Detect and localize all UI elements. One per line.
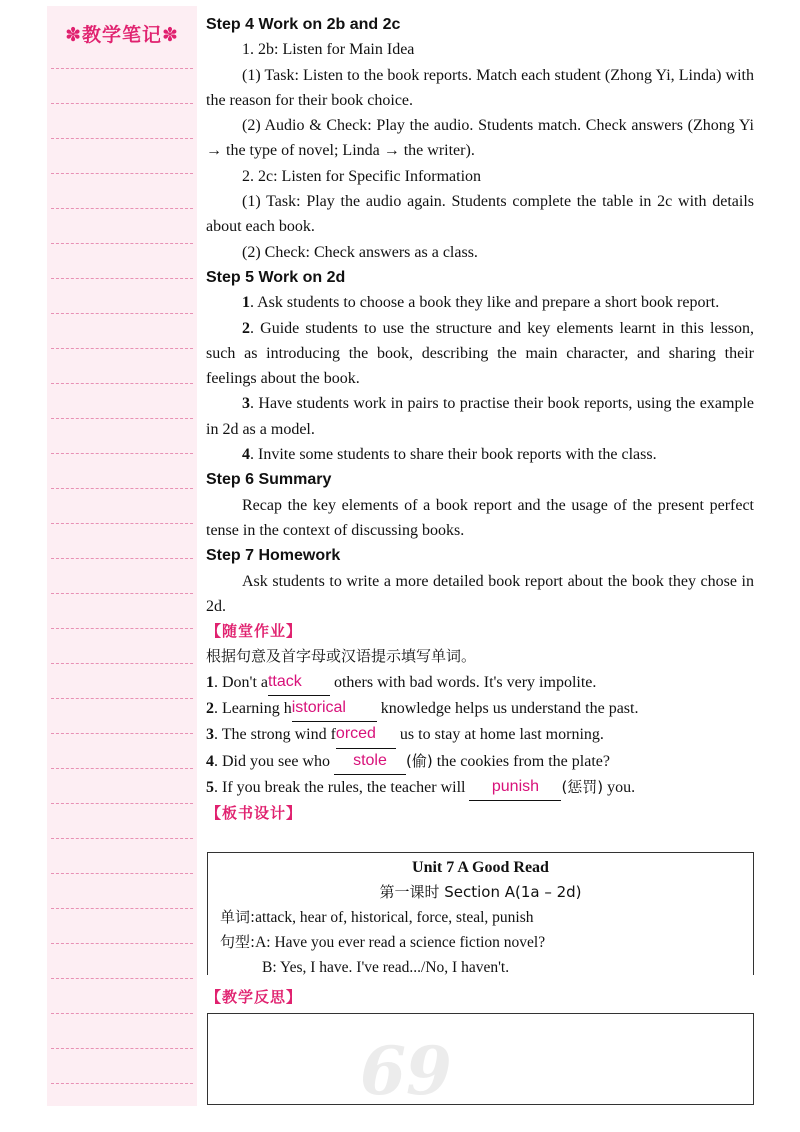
note-line (51, 173, 193, 174)
reflection-heading: 【教学反思】 (206, 988, 303, 1006)
lesson-content (206, 12, 754, 827)
answer-text: ttack (267, 672, 302, 690)
note-line (51, 243, 193, 244)
classwork-instruction: 根据句意及首字母或汉语提示填写单词。 (206, 647, 477, 666)
note-line (51, 348, 193, 349)
note-line (51, 488, 193, 489)
note-line (51, 733, 193, 734)
step4-heading: Step 4 Work on 2b and 2c (206, 16, 401, 33)
item-number: 3 (206, 726, 214, 744)
step6-heading: Step 6 Summary (206, 471, 332, 489)
page-number: 69 (360, 1032, 452, 1110)
board-title: Unit 7 A Good Read (412, 859, 549, 876)
step4-item: (2) Audio & Check: Play the audio. Students match. Check answers (Zhong Yi → the type of novel; Linda → the writer). (206, 117, 754, 160)
question-text: the cookies from the plate? (432, 752, 610, 770)
note-line (51, 1013, 193, 1014)
note-line (51, 838, 193, 839)
note-line (51, 453, 193, 454)
step4-item: 2. 2c: Listen for Specific Information (242, 167, 482, 185)
exercise-item (206, 775, 754, 801)
reflection-box (207, 1013, 754, 1105)
step4-item: 1. 2b: Listen for Main Idea (242, 41, 415, 59)
step4-item: (1) Task: Listen to the book reports. Match each student (Zhong Yi, Linda) with the reason for their book choice. (206, 66, 754, 109)
note-line (51, 103, 193, 104)
step4-item: (1) Task: Play the audio again. Students complete the table in 2c with details about each book. (206, 193, 754, 236)
item-text: . Guide students to use the structure and key elements learnt in this lesson, such as introducing the book, describing the main character, and sharing their feelings about the book. (206, 319, 754, 388)
note-line (51, 908, 193, 909)
question-text: . The strong wind f (214, 726, 336, 744)
step5-heading: Step 5 Work on 2d (206, 268, 346, 286)
question-text: others with bad words. It's very impolite. (329, 673, 597, 691)
note-line (51, 978, 193, 979)
item-number: 5 (206, 778, 214, 796)
step5-item (206, 290, 754, 315)
pattern-label: 句型: (220, 933, 256, 951)
question-text: . Did you see who (214, 752, 334, 770)
note-line (51, 138, 193, 139)
hint-text: (偷) (405, 751, 433, 770)
note-line (51, 943, 193, 944)
note-line (51, 628, 193, 629)
notes-sidebar (47, 6, 197, 1106)
item-number: 1 (242, 294, 250, 312)
exercise-item (206, 696, 754, 722)
question-text: us to stay at home last morning. (395, 726, 604, 744)
note-line (51, 593, 193, 594)
answer-blank (469, 775, 561, 801)
question-text: . If you break the rules, the teacher will (214, 778, 470, 796)
item-text: . Have students work in pairs to practise their book reports, using the example in 2d as a model. (206, 395, 754, 438)
answer-text: orced (335, 725, 376, 743)
answer-blank (292, 696, 377, 722)
item-number: 4 (242, 446, 250, 464)
board-subtitle: 第一课时 Section A(1a – 2d) (379, 883, 582, 901)
item-text: . Ask students to choose a book they like and prepare a short book report. (250, 294, 720, 312)
hint-text: (惩罚) (561, 777, 604, 796)
note-line (51, 768, 193, 769)
item-number: 3 (242, 395, 250, 413)
question-text: you. (603, 778, 636, 796)
step4-item: (2) Check: Check answers as a class. (242, 243, 478, 261)
step5-item (206, 442, 754, 467)
words-list: attack, hear of, historical, force, steal, punish (255, 909, 534, 926)
note-line (51, 418, 193, 419)
words-label: 单词: (220, 908, 256, 926)
note-line (51, 68, 193, 69)
note-line (51, 803, 193, 804)
classwork-heading: 【随堂作业】 (206, 622, 303, 641)
note-line (51, 278, 193, 279)
item-text: . Invite some students to share their book reports with the class. (250, 446, 657, 464)
note-line (51, 558, 193, 559)
exercise-item (206, 749, 754, 775)
exercise-item (206, 722, 754, 748)
question-text: knowledge helps us understand the past. (376, 700, 639, 718)
exercise-item (206, 670, 754, 696)
answer-blank (334, 749, 406, 775)
note-line (51, 383, 193, 384)
step5-item (206, 316, 754, 392)
note-line (51, 873, 193, 874)
question-text: . Learning h (214, 700, 292, 718)
item-number: 2 (206, 700, 214, 718)
answer-text: punish (491, 777, 540, 795)
board-design-box (207, 852, 754, 975)
note-line (51, 1048, 193, 1049)
board-heading: 【板书设计】 (206, 804, 303, 823)
answer-text: stole (353, 751, 387, 769)
answer-blank (268, 670, 330, 696)
item-number: 4 (206, 752, 214, 770)
item-number: 1 (206, 673, 214, 691)
board-pattern (208, 930, 753, 955)
question-text: . Don't a (214, 673, 268, 691)
note-line (51, 698, 193, 699)
pattern-b: B: Yes, I have. I've read.../No, I haven't. (262, 959, 510, 976)
item-number: 2 (242, 319, 250, 337)
step5-item (206, 391, 754, 442)
step6-text: Recap the key elements of a book report and the usage of the present perfect tense in the context of discussing books. (206, 496, 754, 539)
note-line (51, 313, 193, 314)
answer-blank (336, 722, 396, 748)
note-line (51, 663, 193, 664)
note-line (51, 208, 193, 209)
pattern-a: A: Have you ever read a science fiction novel? (255, 934, 546, 951)
note-line (51, 523, 193, 524)
board-words (208, 905, 753, 930)
notes-title: ✽教学笔记✽ (65, 24, 179, 46)
step7-text: Ask students to write a more detailed book report about the book they chose in 2d. (206, 572, 754, 615)
note-line (51, 1083, 193, 1084)
answer-text: istorical (291, 699, 346, 717)
step7-heading: Step 7 Homework (206, 547, 341, 565)
